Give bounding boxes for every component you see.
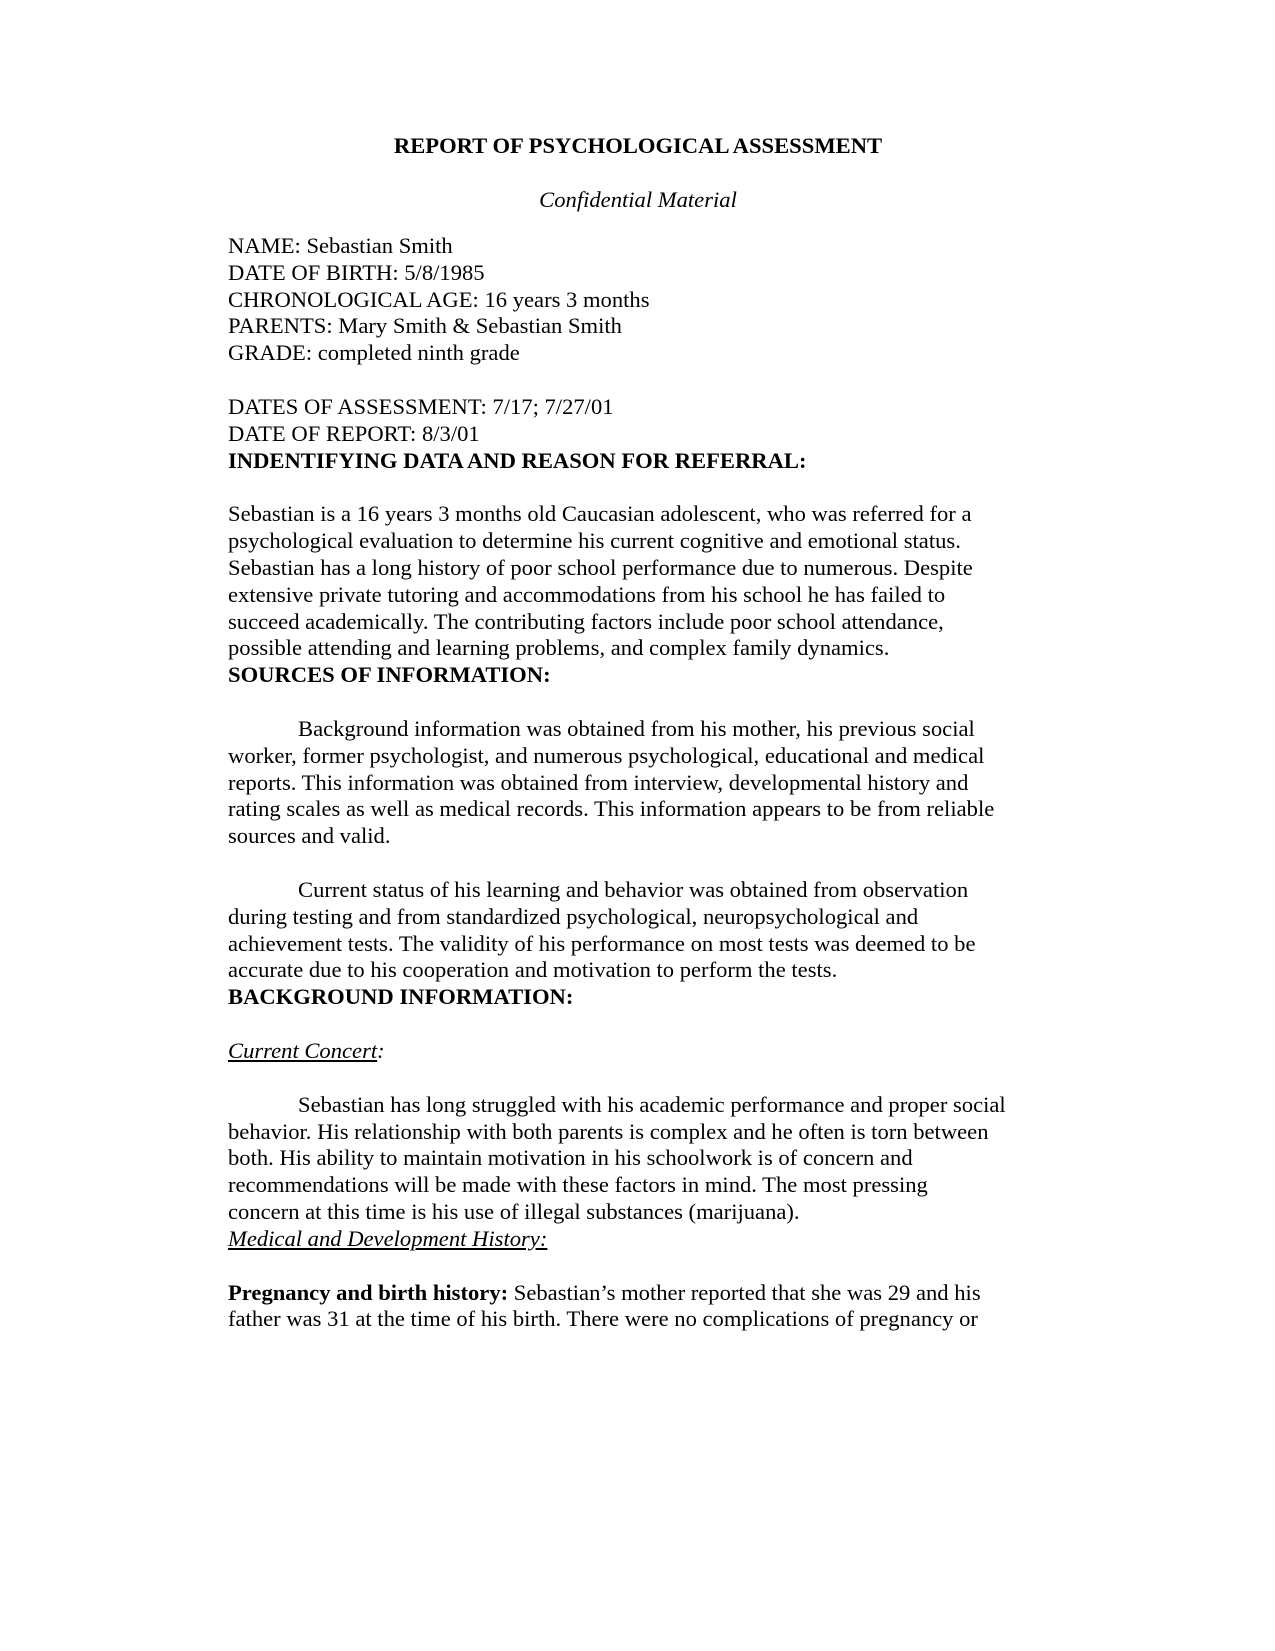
sources-line: reports. This information was obtained from interview, developmental history and: [228, 769, 969, 795]
current-concern-paragraph: [228, 1092, 1048, 1226]
age-line: CHRONOLOGICAL AGE: 16 years 3 months: [228, 286, 650, 312]
sources-line: Current status of his learning and behavior was obtained from observation: [298, 876, 969, 902]
sources-line: worker, former psychologist, and numerous psychological, educational and medical: [228, 742, 985, 768]
concern-line: Sebastian has long struggled with his academic performance and proper social: [298, 1091, 1006, 1117]
grade-line: GRADE: completed ninth grade: [228, 340, 520, 366]
dob-line: DATE OF BIRTH: 5/8/1985: [228, 259, 485, 285]
dates-block: [228, 394, 1048, 448]
assessment-dates-line: DATES OF ASSESSMENT: 7/17; 7/27/01: [228, 393, 614, 419]
current-concern-label: Current Concert: [228, 1037, 378, 1063]
identification-block: [228, 233, 1048, 367]
pregnancy-line: [228, 1280, 1048, 1307]
sources-line: during testing and from standardized psychological, neuropsychological and: [228, 903, 919, 929]
concern-line: both. His ability to maintain motivation in his schoolwork is of concern and: [228, 1145, 913, 1171]
referral-paragraph: [228, 501, 1048, 662]
referral-line: extensive private tutoring and accommodations from his school he has failed to: [228, 581, 946, 607]
referral-line: succeed academically. The contributing factors include poor school attendance,: [228, 608, 944, 634]
sources-line: accurate due to his cooperation and motivation to perform the tests.: [228, 957, 838, 983]
sources-line: achievement tests. The validity of his performance on most tests was deemed to be: [228, 930, 976, 956]
report-title: REPORT OF PSYCHOLOGICAL ASSESSMENT: [393, 133, 883, 158]
report-page: [228, 128, 1048, 1333]
current-concern-subheading: [228, 1038, 1048, 1065]
current-concern-colon: :: [377, 1037, 385, 1063]
referral-line: psychological evaluation to determine his current cognitive and emotional status.: [228, 528, 961, 554]
parents-line: PARENTS: Mary Smith & Sebastian Smith: [228, 313, 622, 339]
concern-line: behavior. His relationship with both parents is complex and he often is torn between: [228, 1118, 989, 1144]
concern-line: concern at this time is his use of illegal substances (marijuana).: [228, 1198, 800, 1224]
referral-line: Sebastian has a long history of poor school performance due to numerous. Despite: [228, 554, 973, 580]
concern-line: recommendations will be made with these factors in mind. The most pressing: [228, 1172, 928, 1198]
pregnancy-label: Pregnancy and birth history:: [228, 1279, 509, 1305]
sources-line: rating scales as well as medical records. This information appears to be from reliable: [228, 796, 995, 822]
background-heading: BACKGROUND INFORMATION:: [228, 984, 574, 1010]
report-subtitle: Confidential Material: [539, 187, 737, 212]
medical-history-subheading: Medical and Development History:: [228, 1225, 548, 1251]
name-line: NAME: Sebastian Smith: [228, 233, 453, 258]
pregnancy-paragraph: [228, 1280, 1048, 1334]
referral-line: possible attending and learning problems, and complex family dynamics.: [228, 635, 890, 661]
sources-line: sources and valid.: [228, 823, 391, 849]
sources-paragraph-1: [228, 716, 1048, 850]
pregnancy-text: Sebastian’s mother reported that she was 29 and his: [508, 1279, 981, 1305]
referral-line: Sebastian is a 16 years 3 months old Caucasian adolescent, who was referred for a: [228, 501, 972, 527]
referral-heading: INDENTIFYING DATA AND REASON FOR REFERRAL:: [228, 447, 807, 473]
sources-paragraph-2: [228, 877, 1048, 984]
report-date-line: DATE OF REPORT: 8/3/01: [228, 420, 480, 446]
sources-heading: SOURCES OF INFORMATION:: [228, 662, 551, 688]
pregnancy-line: father was 31 at the time of his birth. There were no complications of pregnancy or: [228, 1306, 978, 1332]
sources-line: Background information was obtained from his mother, his previous social: [298, 715, 975, 741]
